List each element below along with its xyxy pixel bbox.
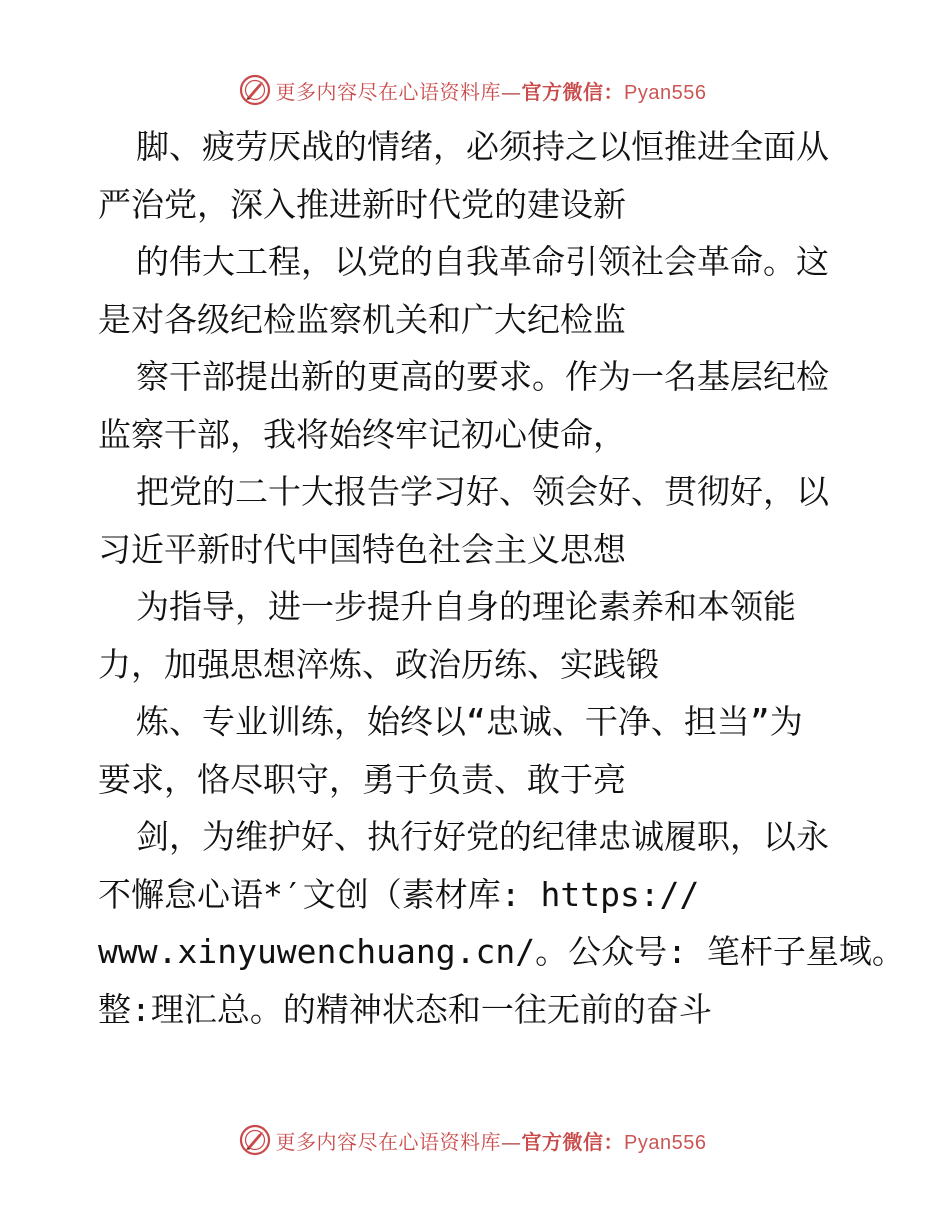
text-line: 不懈怠心语*′文创（素材库: https:// bbox=[98, 874, 700, 914]
header-separator: — bbox=[501, 79, 522, 104]
header-brand-text: 更多内容尽在心语资料库 bbox=[275, 79, 502, 104]
text-line: 是对各级纪检监察机关和广大纪检监 bbox=[98, 299, 626, 339]
text-line: 习近平新时代中国特色社会主义思想 bbox=[98, 529, 626, 569]
text-line: 炼、专业训练，始终以“忠诚、干净、担当”为 bbox=[136, 702, 803, 741]
pen-nib-circle-icon bbox=[238, 73, 272, 107]
text-line: 脚、疲劳厌战的情绪，必须持之以恒推进全面从 bbox=[136, 127, 829, 166]
document-body bbox=[98, 118, 905, 1038]
header-banner-text bbox=[276, 76, 707, 105]
text-line: 察干部提出新的更高的要求。作为一名基层纪检 bbox=[136, 357, 829, 396]
text-line: www.xinyuwenchuang.cn/。公众号: 笔杆子星域。 bbox=[98, 932, 905, 971]
text-line: 剑，为维护好、执行好党的纪律忠诚履职，以永 bbox=[136, 817, 829, 856]
text-line: 力，加强思想淬炼、政治历练、实践锻 bbox=[98, 644, 659, 684]
text-line: 整:理汇总。的精神状态和一往无前的奋斗 bbox=[98, 989, 712, 1029]
footer-brand-text: 更多内容尽在心语资料库 bbox=[275, 1129, 502, 1154]
footer-separator: — bbox=[501, 1129, 522, 1154]
header-wechat-label: 官方微信： bbox=[521, 79, 625, 104]
header-banner bbox=[0, 70, 950, 110]
text-line: 监察干部，我将始终牢记初心使命， bbox=[98, 414, 626, 454]
text-line: 要求，恪尽职守，勇于负责、敢于亮 bbox=[98, 759, 626, 799]
footer-banner-text bbox=[276, 1126, 707, 1155]
footer-banner-inner bbox=[238, 1123, 707, 1157]
text-line: 为指导，进一步提升自身的理论素养和本领能 bbox=[136, 587, 796, 626]
header-account: Pyan556 bbox=[624, 81, 707, 104]
footer-banner bbox=[0, 1120, 950, 1160]
pen-nib-circle-icon bbox=[238, 1123, 272, 1157]
footer-account: Pyan556 bbox=[624, 1131, 707, 1154]
footer-wechat-label: 官方微信： bbox=[521, 1129, 625, 1154]
text-line: 的伟大工程，以党的自我革命引领社会革命。这 bbox=[136, 242, 829, 281]
text-line: 把党的二十大报告学习好、领会好、贯彻好，以 bbox=[136, 472, 829, 511]
header-banner-inner bbox=[238, 73, 707, 107]
text-line: 严治党，深入推进新时代党的建设新 bbox=[98, 184, 626, 224]
